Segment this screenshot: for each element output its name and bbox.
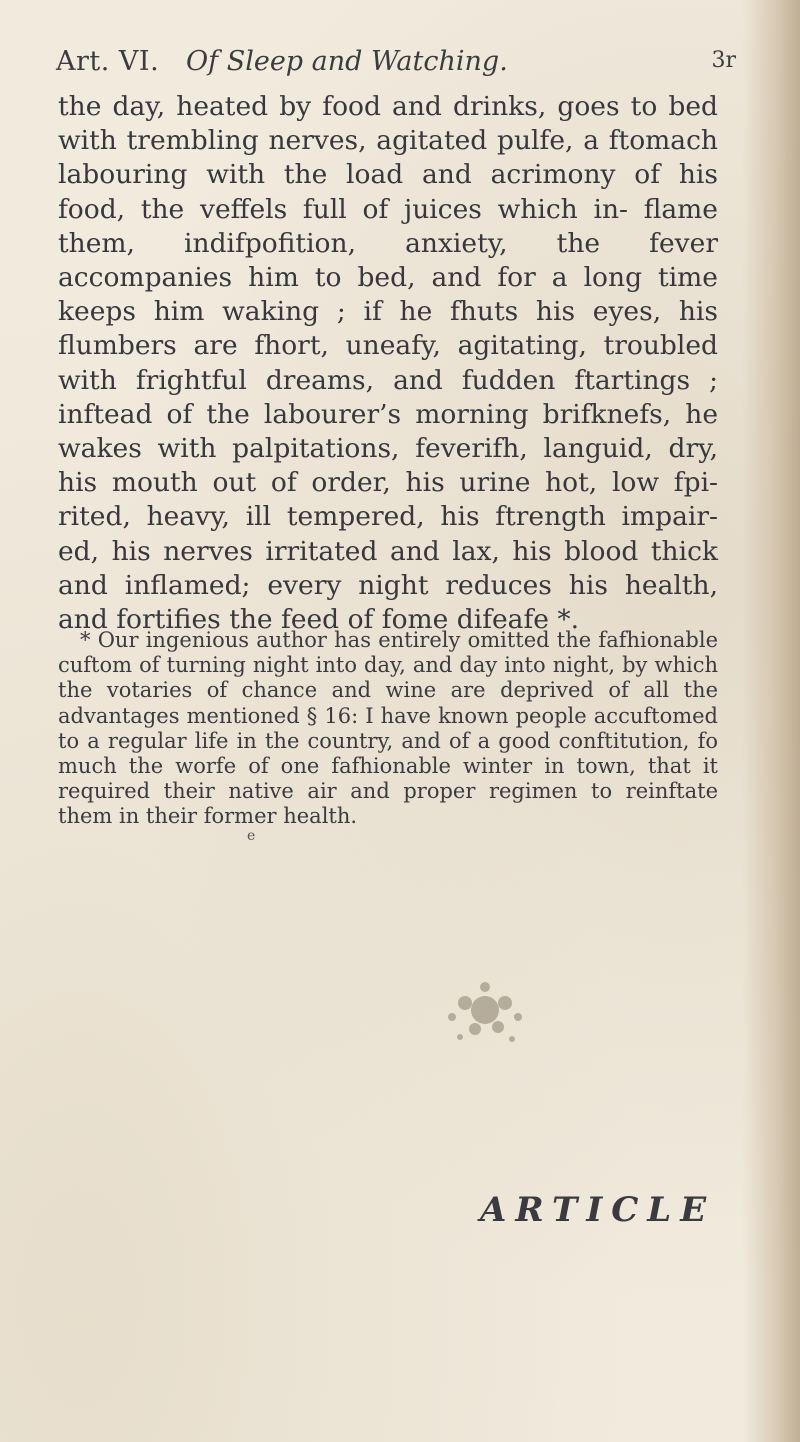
- footnote: [58, 628, 718, 830]
- page-number: 3r: [711, 48, 736, 73]
- running-title: Of Sleep and Watching.: [186, 46, 508, 77]
- stray-mark: e: [247, 828, 256, 844]
- page-edge-shadow: [742, 0, 800, 1442]
- body-paragraph: the day, heated by food and drinks, goes to bed with trembling nerves, agitated pulfe, a ftomach labouring with the load and acrimony of his food, the veffels full of juices which in- flame them, indifpofition, anxiety, the fever accompanies him to bed, and for a long time keeps him waking ; if he fhuts his eyes, his flumbers are fhort, uneafy, agitating, troubled with frightful dreams, and fudden ftartings ; inftead of the labourer’s morning brifknefs, he wakes with palpitations, feverifh, languid, dry, his mouth out of order, his urine hot, low fpi- rited, heavy, ill tempered, his ftrength impair- ed, his nerves irritated and lax, his blood thick and inflamed; every night reduces his health, and fortifies the feed of fome difeafe *.: [58, 91, 718, 636]
- catchword: ARTICLE: [480, 1190, 716, 1230]
- running-header: [56, 44, 736, 84]
- printers-ornament-icon: [430, 965, 540, 1055]
- footnote-text: * Our ingenious author has entirely omitted the fafhionable cuftom of turning night into day, and day into night, by which the votaries of chance and wine are deprived of all the advantages mentioned § 16: I have known people accuftomed to a regular life in the country, and of a good conftitution, fo much the worfe of one fafhionable winter in town, that it required their native air and proper regimen to reinftate them in their former health.: [58, 628, 718, 829]
- main-text: [58, 90, 718, 637]
- article-number: Art. VI.: [56, 46, 160, 77]
